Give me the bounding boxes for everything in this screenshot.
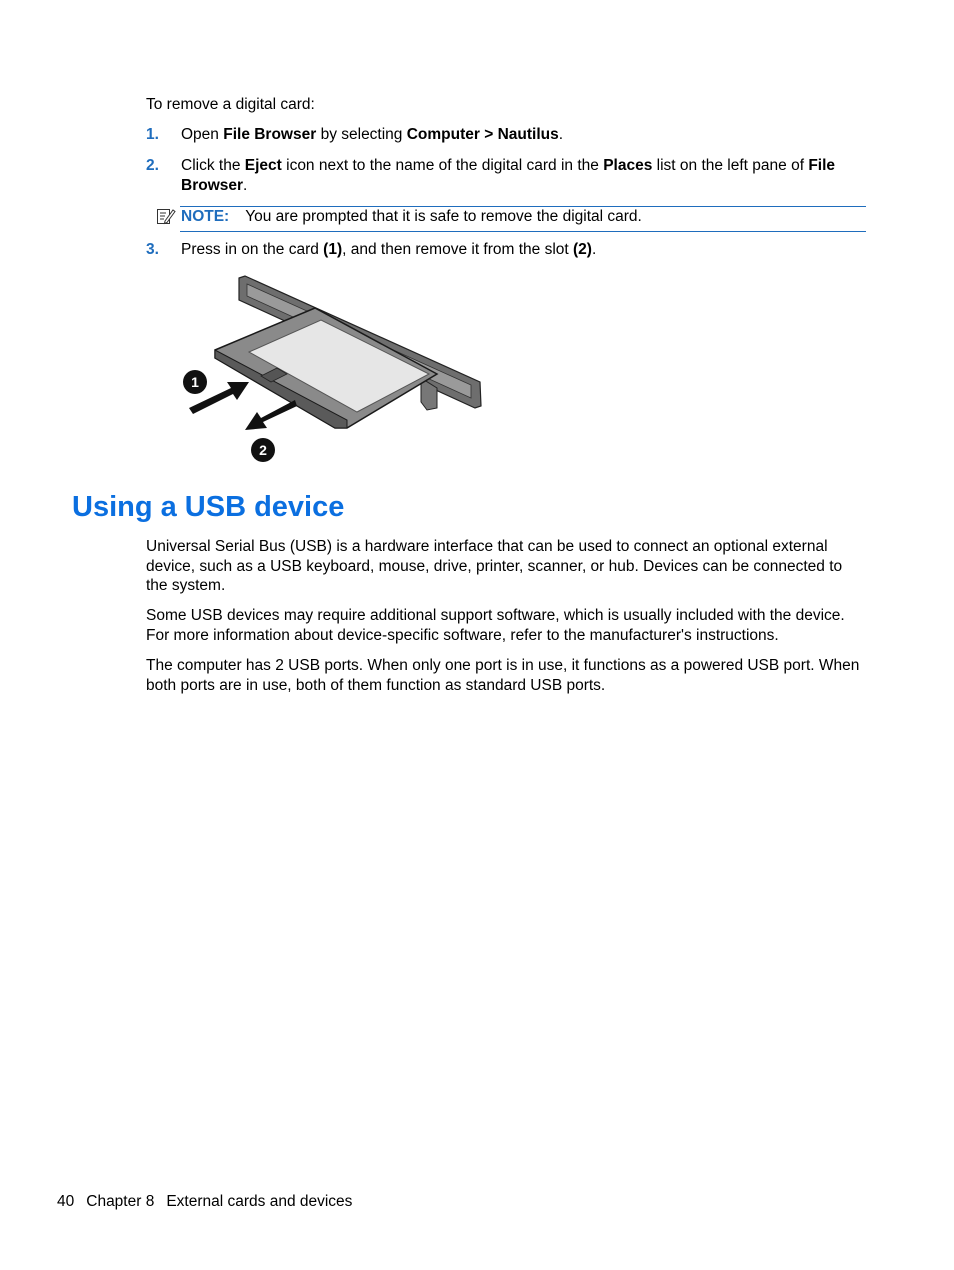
- svg-text:1: 1: [191, 374, 199, 390]
- digital-card-illustration: [175, 270, 495, 465]
- paragraph: Universal Serial Bus (USB) is a hardware interface that can be used to connect an optional external device, such as a USB keyboard, mouse, drive, printer, scanner, or hub. Devices can be connected to the system.: [146, 538, 843, 594]
- paragraph: The computer has 2 USB ports. When only one port is in use, it functions as a powered USB port. When both ports are in use, both of them function as standard USB ports.: [146, 657, 860, 694]
- callout-2: [251, 438, 275, 462]
- step-2-text: Click the Eject icon next to the name of the digital card in the Places list on the left pane of File Browser.: [181, 157, 836, 194]
- callout-1: [183, 370, 207, 394]
- page-footer: [57, 1192, 364, 1211]
- svg-text:2: 2: [259, 442, 267, 458]
- step-number: 1.: [146, 126, 159, 143]
- intro-text: To remove a digital card:: [146, 96, 315, 113]
- note-label: NOTE:: [181, 208, 230, 225]
- chapter-label: Chapter 8: [86, 1193, 155, 1210]
- step-number: 2.: [146, 157, 159, 174]
- paragraph: Some USB devices may require additional support software, which is usually included with the device. For more information about device-specific software, refer to the manufacturer's instructions.: [146, 607, 845, 644]
- chapter-title: External cards and devices: [166, 1193, 353, 1210]
- step-number: 3.: [146, 241, 159, 258]
- note-icon: [156, 207, 176, 225]
- step-3-text: Press in on the card (1), and then remove it from the slot (2).: [181, 241, 597, 258]
- note-text: NOTE: You are prompted that it is safe to remove the digital card.: [181, 208, 642, 225]
- section-title: Using a USB device: [72, 491, 345, 523]
- step-1-text: Open File Browser by selecting Computer > Nautilus.: [181, 126, 564, 143]
- page-number: 40: [57, 1193, 75, 1210]
